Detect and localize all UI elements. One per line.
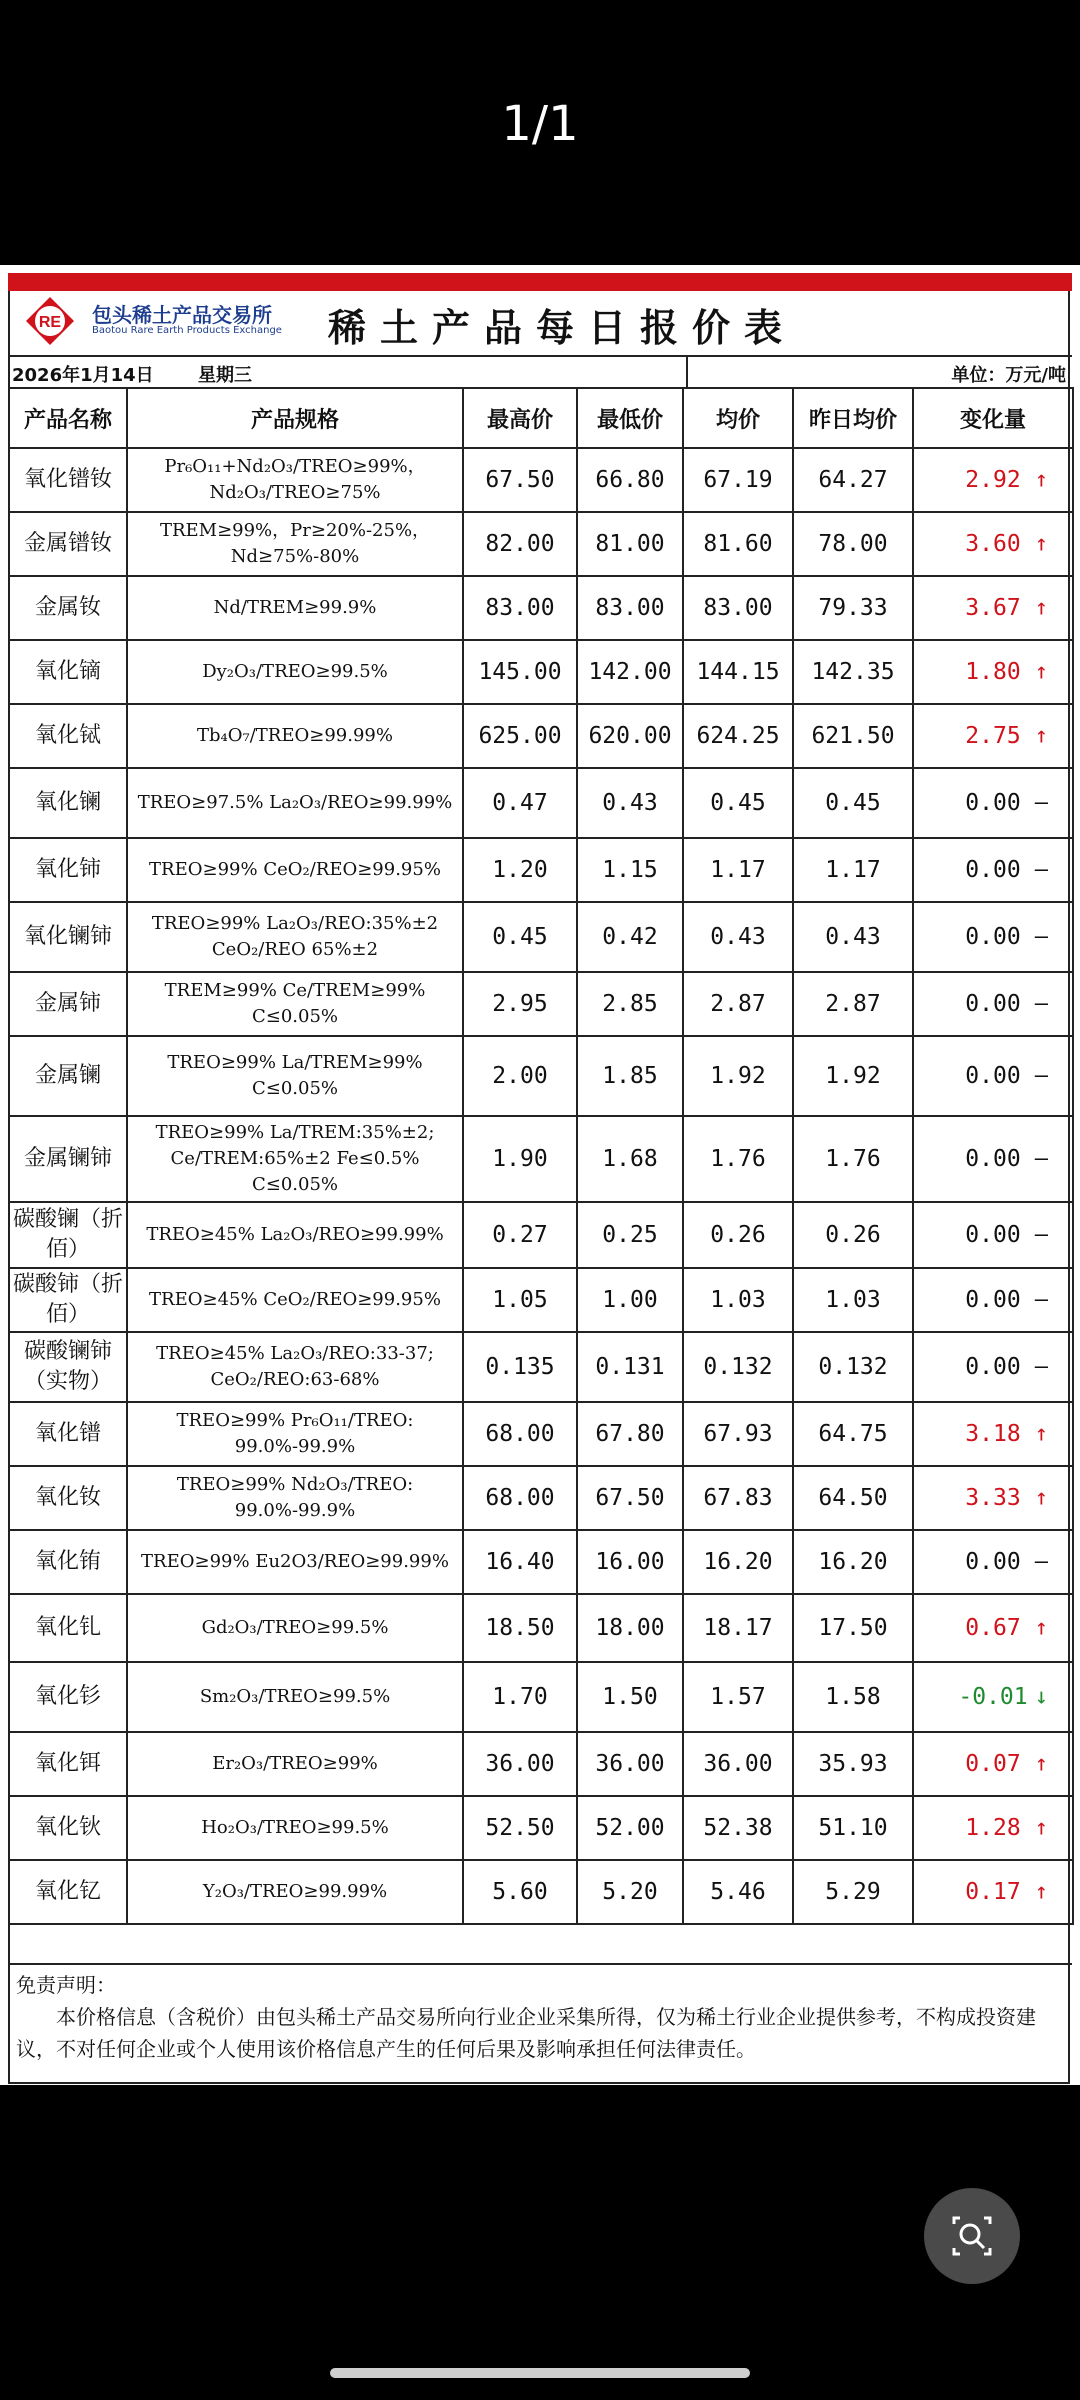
dash-icon: — <box>1034 1146 1048 1172</box>
arrow-up-icon: ↑ <box>1034 723 1048 749</box>
change-value: 3.67 <box>965 595 1021 621</box>
table-row <box>9 448 1073 512</box>
change-value: 1.28 <box>965 1815 1021 1841</box>
price-change <box>913 1662 1073 1732</box>
image-search-button[interactable] <box>924 2188 1020 2284</box>
price-high: 68.00 <box>463 1402 577 1466</box>
price-avg: 1.76 <box>683 1116 793 1202</box>
price-avg: 67.19 <box>683 448 793 512</box>
price-avg: 624.25 <box>683 704 793 768</box>
col-header-avg: 均价 <box>683 388 793 448</box>
price-low: 81.00 <box>577 512 683 576</box>
price-change <box>913 1796 1073 1860</box>
price-change <box>913 1732 1073 1796</box>
product-spec: TREO≥45% La₂O₃/REO≥99.99% <box>127 1202 463 1268</box>
product-spec: TREO≥99% La/TREM≥99% C≤0.05% <box>127 1036 463 1116</box>
price-high: 0.135 <box>463 1332 577 1402</box>
product-name: 氧化镧 <box>9 768 127 838</box>
image-search-icon <box>924 2188 1020 2284</box>
dash-icon: — <box>1034 1063 1048 1089</box>
table-row <box>9 704 1073 768</box>
product-spec: TREM≥99%，Pr≥20%-25%，Nd≥75%-80% <box>127 512 463 576</box>
product-spec: TREO≥45% CeO₂/REO≥99.95% <box>127 1268 463 1332</box>
change-value: 1.80 <box>965 659 1021 685</box>
product-spec: TREO≥45% La₂O₃/REO:33-37; CeO₂/REO:63-68% <box>127 1332 463 1402</box>
price-change <box>913 704 1073 768</box>
col-header-prev: 昨日均价 <box>793 388 913 448</box>
price-high: 1.20 <box>463 838 577 902</box>
price-high: 36.00 <box>463 1732 577 1796</box>
price-change <box>913 1332 1073 1402</box>
price-change <box>913 1594 1073 1662</box>
price-high: 1.90 <box>463 1116 577 1202</box>
change-value: 0.00 <box>965 1063 1021 1089</box>
change-value: 0.00 <box>965 790 1021 816</box>
arrow-up-icon: ↑ <box>1034 1421 1048 1447</box>
change-value: 0.00 <box>965 991 1021 1017</box>
change-value: 0.07 <box>965 1751 1021 1777</box>
dash-icon: — <box>1034 1287 1048 1313</box>
product-name: 碳酸镧（折佰） <box>9 1202 127 1268</box>
product-name: 碳酸铈（折佰） <box>9 1268 127 1332</box>
price-change <box>913 1202 1073 1268</box>
price-high: 0.27 <box>463 1202 577 1268</box>
change-value: 2.75 <box>965 723 1021 749</box>
product-spec: Y₂O₃/TREO≥99.99% <box>127 1860 463 1924</box>
price-prev-avg: 621.50 <box>793 704 913 768</box>
price-avg: 18.17 <box>683 1594 793 1662</box>
price-low: 1.00 <box>577 1268 683 1332</box>
product-spec: TREO≥99% Eu2O3/REO≥99.99% <box>127 1530 463 1594</box>
price-avg: 81.60 <box>683 512 793 576</box>
sheet-header <box>8 291 1072 355</box>
price-prev-avg: 0.26 <box>793 1202 913 1268</box>
price-avg: 0.132 <box>683 1332 793 1402</box>
price-avg: 144.15 <box>683 640 793 704</box>
price-low: 1.85 <box>577 1036 683 1116</box>
product-spec: TREO≥99% Nd₂O₃/TREO: 99.0%-99.9% <box>127 1466 463 1530</box>
table-row <box>9 1036 1073 1116</box>
price-change <box>913 1860 1073 1924</box>
price-change <box>913 1466 1073 1530</box>
price-avg: 0.43 <box>683 902 793 972</box>
product-spec: Tb₄O₇/TREO≥99.99% <box>127 704 463 768</box>
price-prev-avg: 5.29 <box>793 1860 913 1924</box>
col-header-high: 最高价 <box>463 388 577 448</box>
dash-icon: — <box>1034 924 1048 950</box>
dash-icon: — <box>1034 857 1048 883</box>
price-high: 145.00 <box>463 640 577 704</box>
price-avg: 1.57 <box>683 1662 793 1732</box>
price-avg: 36.00 <box>683 1732 793 1796</box>
meta-divider <box>686 357 688 387</box>
price-change <box>913 576 1073 640</box>
product-spec: Er₂O₃/TREO≥99% <box>127 1732 463 1796</box>
dash-icon: — <box>1034 1549 1048 1575</box>
table-row <box>9 1268 1073 1332</box>
table-row <box>9 576 1073 640</box>
product-spec: TREO≥99% CeO₂/REO≥99.95% <box>127 838 463 902</box>
page-indicator: 1/1 <box>501 96 579 152</box>
price-sheet <box>0 265 1080 2085</box>
price-low: 16.00 <box>577 1530 683 1594</box>
change-value: 0.00 <box>965 1146 1021 1172</box>
change-value: -0.01 <box>958 1684 1028 1710</box>
disclaimer <box>8 1963 1072 2083</box>
price-avg: 1.92 <box>683 1036 793 1116</box>
change-value: 0.00 <box>965 924 1021 950</box>
price-high: 82.00 <box>463 512 577 576</box>
table-row <box>9 1332 1073 1402</box>
product-spec: TREO≥99% La/TREM:35%±2; Ce/TREM:65%±2 Fe≤0.5% C≤0.05% <box>127 1116 463 1202</box>
arrow-up-icon: ↑ <box>1034 659 1048 685</box>
table-row <box>9 512 1073 576</box>
price-low: 66.80 <box>577 448 683 512</box>
change-value: 3.60 <box>965 531 1021 557</box>
price-low: 620.00 <box>577 704 683 768</box>
product-spec: Nd/TREM≥99.9% <box>127 576 463 640</box>
price-change <box>913 768 1073 838</box>
product-name: 氧化镨 <box>9 1402 127 1466</box>
col-header-name: 产品名称 <box>9 388 127 448</box>
product-name: 氧化镨钕 <box>9 448 127 512</box>
price-high: 2.95 <box>463 972 577 1036</box>
change-value: 3.18 <box>965 1421 1021 1447</box>
price-low: 1.50 <box>577 1662 683 1732</box>
product-spec: Pr₆O₁₁+Nd₂O₃/TREO≥99%，Nd₂O₃/TREO≥75% <box>127 448 463 512</box>
price-prev-avg: 1.92 <box>793 1036 913 1116</box>
price-change <box>913 1530 1073 1594</box>
header-red-bar <box>8 273 1072 291</box>
product-spec: Ho₂O₃/TREO≥99.5% <box>127 1796 463 1860</box>
product-name: 氧化钆 <box>9 1594 127 1662</box>
price-prev-avg: 0.132 <box>793 1332 913 1402</box>
price-high: 18.50 <box>463 1594 577 1662</box>
table-row <box>9 1662 1073 1732</box>
change-value: 0.00 <box>965 857 1021 883</box>
product-name: 氧化铕 <box>9 1530 127 1594</box>
price-prev-avg: 51.10 <box>793 1796 913 1860</box>
price-high: 1.70 <box>463 1662 577 1732</box>
price-change <box>913 512 1073 576</box>
home-indicator[interactable] <box>330 2368 750 2378</box>
change-value: 0.17 <box>965 1879 1021 1905</box>
price-prev-avg: 35.93 <box>793 1732 913 1796</box>
price-low: 0.42 <box>577 902 683 972</box>
price-prev-avg: 17.50 <box>793 1594 913 1662</box>
dash-icon: — <box>1034 1354 1048 1380</box>
report-weekday: 星期三 <box>198 365 252 386</box>
price-high: 67.50 <box>463 448 577 512</box>
disclaimer-title: 免责声明： <box>16 1973 116 1997</box>
price-low: 67.80 <box>577 1402 683 1466</box>
price-high: 68.00 <box>463 1466 577 1530</box>
price-high: 625.00 <box>463 704 577 768</box>
price-avg: 67.93 <box>683 1402 793 1466</box>
logo-chinese-name: 包头稀土产品交易所 <box>92 303 272 327</box>
price-high: 83.00 <box>463 576 577 640</box>
change-value: 3.33 <box>965 1485 1021 1511</box>
price-low: 0.131 <box>577 1332 683 1402</box>
price-low: 83.00 <box>577 576 683 640</box>
product-name: 金属镧铈 <box>9 1116 127 1202</box>
product-spec: TREM≥99% Ce/TREM≥99% C≤0.05% <box>127 972 463 1036</box>
arrow-up-icon: ↑ <box>1034 595 1048 621</box>
price-prev-avg: 64.50 <box>793 1466 913 1530</box>
re-logo-icon <box>24 295 76 347</box>
arrow-up-icon: ↑ <box>1034 467 1048 493</box>
price-table <box>8 387 1074 1925</box>
price-avg: 67.83 <box>683 1466 793 1530</box>
dash-icon: — <box>1034 991 1048 1017</box>
price-prev-avg: 2.87 <box>793 972 913 1036</box>
price-high: 52.50 <box>463 1796 577 1860</box>
col-header-change: 变化量 <box>913 388 1073 448</box>
table-header-row <box>9 388 1073 448</box>
table-row <box>9 1116 1073 1202</box>
price-avg: 0.26 <box>683 1202 793 1268</box>
table-row <box>9 838 1073 902</box>
table-row <box>9 1530 1073 1594</box>
price-change <box>913 1116 1073 1202</box>
svg-text:RE: RE <box>38 314 62 331</box>
price-avg: 5.46 <box>683 1860 793 1924</box>
price-prev-avg: 142.35 <box>793 640 913 704</box>
price-change <box>913 1402 1073 1466</box>
product-spec: TREO≥99% Pr₆O₁₁/TREO: 99.0%-99.9% <box>127 1402 463 1466</box>
change-value: 0.00 <box>965 1354 1021 1380</box>
product-name: 金属镧 <box>9 1036 127 1116</box>
product-name: 氧化钐 <box>9 1662 127 1732</box>
price-change <box>913 972 1073 1036</box>
disclaimer-body: 本价格信息（含税价）由包头稀土产品交易所向行业企业采集所得，仅为稀土行业企业提供参考，不构成投资建议，不对任何企业或个人使用该价格信息产生的任何后果及影响承担任何法律责任。 <box>16 2005 1036 2061</box>
product-name: 氧化镧铈 <box>9 902 127 972</box>
price-avg: 83.00 <box>683 576 793 640</box>
price-high: 5.60 <box>463 1860 577 1924</box>
price-high: 16.40 <box>463 1530 577 1594</box>
product-spec: Gd₂O₃/TREO≥99.5% <box>127 1594 463 1662</box>
price-prev-avg: 16.20 <box>793 1530 913 1594</box>
report-date: 2026年1月14日 <box>12 365 154 386</box>
price-high: 2.00 <box>463 1036 577 1116</box>
table-row <box>9 768 1073 838</box>
product-name: 碳酸镧铈（实物） <box>9 1332 127 1402</box>
change-value: 0.00 <box>965 1222 1021 1248</box>
col-header-low: 最低价 <box>577 388 683 448</box>
arrow-up-icon: ↑ <box>1034 1615 1048 1641</box>
table-row <box>9 972 1073 1036</box>
price-high: 1.05 <box>463 1268 577 1332</box>
price-prev-avg: 64.75 <box>793 1402 913 1466</box>
table-row <box>9 1860 1073 1924</box>
price-change <box>913 1036 1073 1116</box>
price-prev-avg: 64.27 <box>793 448 913 512</box>
product-name: 氧化铈 <box>9 838 127 902</box>
arrow-up-icon: ↑ <box>1034 1879 1048 1905</box>
meta-row <box>8 357 1072 387</box>
unit-label: 单位：万元/吨 <box>951 365 1066 386</box>
price-avg: 0.45 <box>683 768 793 838</box>
price-prev-avg: 0.43 <box>793 902 913 972</box>
price-change <box>913 902 1073 972</box>
price-low: 36.00 <box>577 1732 683 1796</box>
arrow-up-icon: ↑ <box>1034 1751 1048 1777</box>
price-prev-avg: 1.76 <box>793 1116 913 1202</box>
arrow-down-icon: ↓ <box>1034 1684 1048 1710</box>
price-change <box>913 448 1073 512</box>
product-name: 氧化铽 <box>9 704 127 768</box>
price-prev-avg: 1.17 <box>793 838 913 902</box>
product-name: 金属镨钕 <box>9 512 127 576</box>
change-value: 0.00 <box>965 1287 1021 1313</box>
product-name: 氧化钕 <box>9 1466 127 1530</box>
table-row <box>9 902 1073 972</box>
arrow-up-icon: ↑ <box>1034 1485 1048 1511</box>
price-avg: 1.03 <box>683 1268 793 1332</box>
page-title: 稀土产品每日报价表 <box>328 306 797 350</box>
change-value: 2.92 <box>965 467 1021 493</box>
price-avg: 52.38 <box>683 1796 793 1860</box>
price-change <box>913 1268 1073 1332</box>
dash-icon: — <box>1034 1222 1048 1248</box>
price-low: 2.85 <box>577 972 683 1036</box>
price-low: 67.50 <box>577 1466 683 1530</box>
price-prev-avg: 1.58 <box>793 1662 913 1732</box>
logo-english-name: Baotou Rare Earth Products Exchange <box>92 325 282 336</box>
table-row <box>9 1202 1073 1268</box>
price-low: 142.00 <box>577 640 683 704</box>
price-low: 52.00 <box>577 1796 683 1860</box>
product-name: 氧化镝 <box>9 640 127 704</box>
price-low: 0.25 <box>577 1202 683 1268</box>
price-low: 1.68 <box>577 1116 683 1202</box>
price-prev-avg: 1.03 <box>793 1268 913 1332</box>
price-avg: 16.20 <box>683 1530 793 1594</box>
table-row <box>9 1466 1073 1530</box>
table-body <box>9 448 1073 1924</box>
change-value: 0.67 <box>965 1615 1021 1641</box>
price-high: 0.47 <box>463 768 577 838</box>
table-row <box>9 1402 1073 1466</box>
price-prev-avg: 0.45 <box>793 768 913 838</box>
product-name: 氧化铒 <box>9 1732 127 1796</box>
dash-icon: — <box>1034 790 1048 816</box>
product-name: 氧化钬 <box>9 1796 127 1860</box>
price-prev-avg: 78.00 <box>793 512 913 576</box>
product-spec: Sm₂O₃/TREO≥99.5% <box>127 1662 463 1732</box>
price-low: 1.15 <box>577 838 683 902</box>
table-row <box>9 1732 1073 1796</box>
price-high: 0.45 <box>463 902 577 972</box>
change-value: 0.00 <box>965 1549 1021 1575</box>
col-header-spec: 产品规格 <box>127 388 463 448</box>
price-avg: 1.17 <box>683 838 793 902</box>
arrow-up-icon: ↑ <box>1034 1815 1048 1841</box>
price-low: 5.20 <box>577 1860 683 1924</box>
table-row <box>9 1594 1073 1662</box>
product-name: 氧化钇 <box>9 1860 127 1924</box>
product-spec: Dy₂O₃/TREO≥99.5% <box>127 640 463 704</box>
price-prev-avg: 79.33 <box>793 576 913 640</box>
price-change <box>913 640 1073 704</box>
table-row <box>9 640 1073 704</box>
product-spec: TREO≥99% La₂O₃/REO:35%±2 CeO₂/REO 65%±2 <box>127 902 463 972</box>
price-low: 0.43 <box>577 768 683 838</box>
table-row <box>9 1796 1073 1860</box>
product-name: 金属铈 <box>9 972 127 1036</box>
price-change <box>913 838 1073 902</box>
product-name: 金属钕 <box>9 576 127 640</box>
price-avg: 2.87 <box>683 972 793 1036</box>
arrow-up-icon: ↑ <box>1034 531 1048 557</box>
price-low: 18.00 <box>577 1594 683 1662</box>
product-spec: TREO≥97.5% La₂O₃/REO≥99.99% <box>127 768 463 838</box>
